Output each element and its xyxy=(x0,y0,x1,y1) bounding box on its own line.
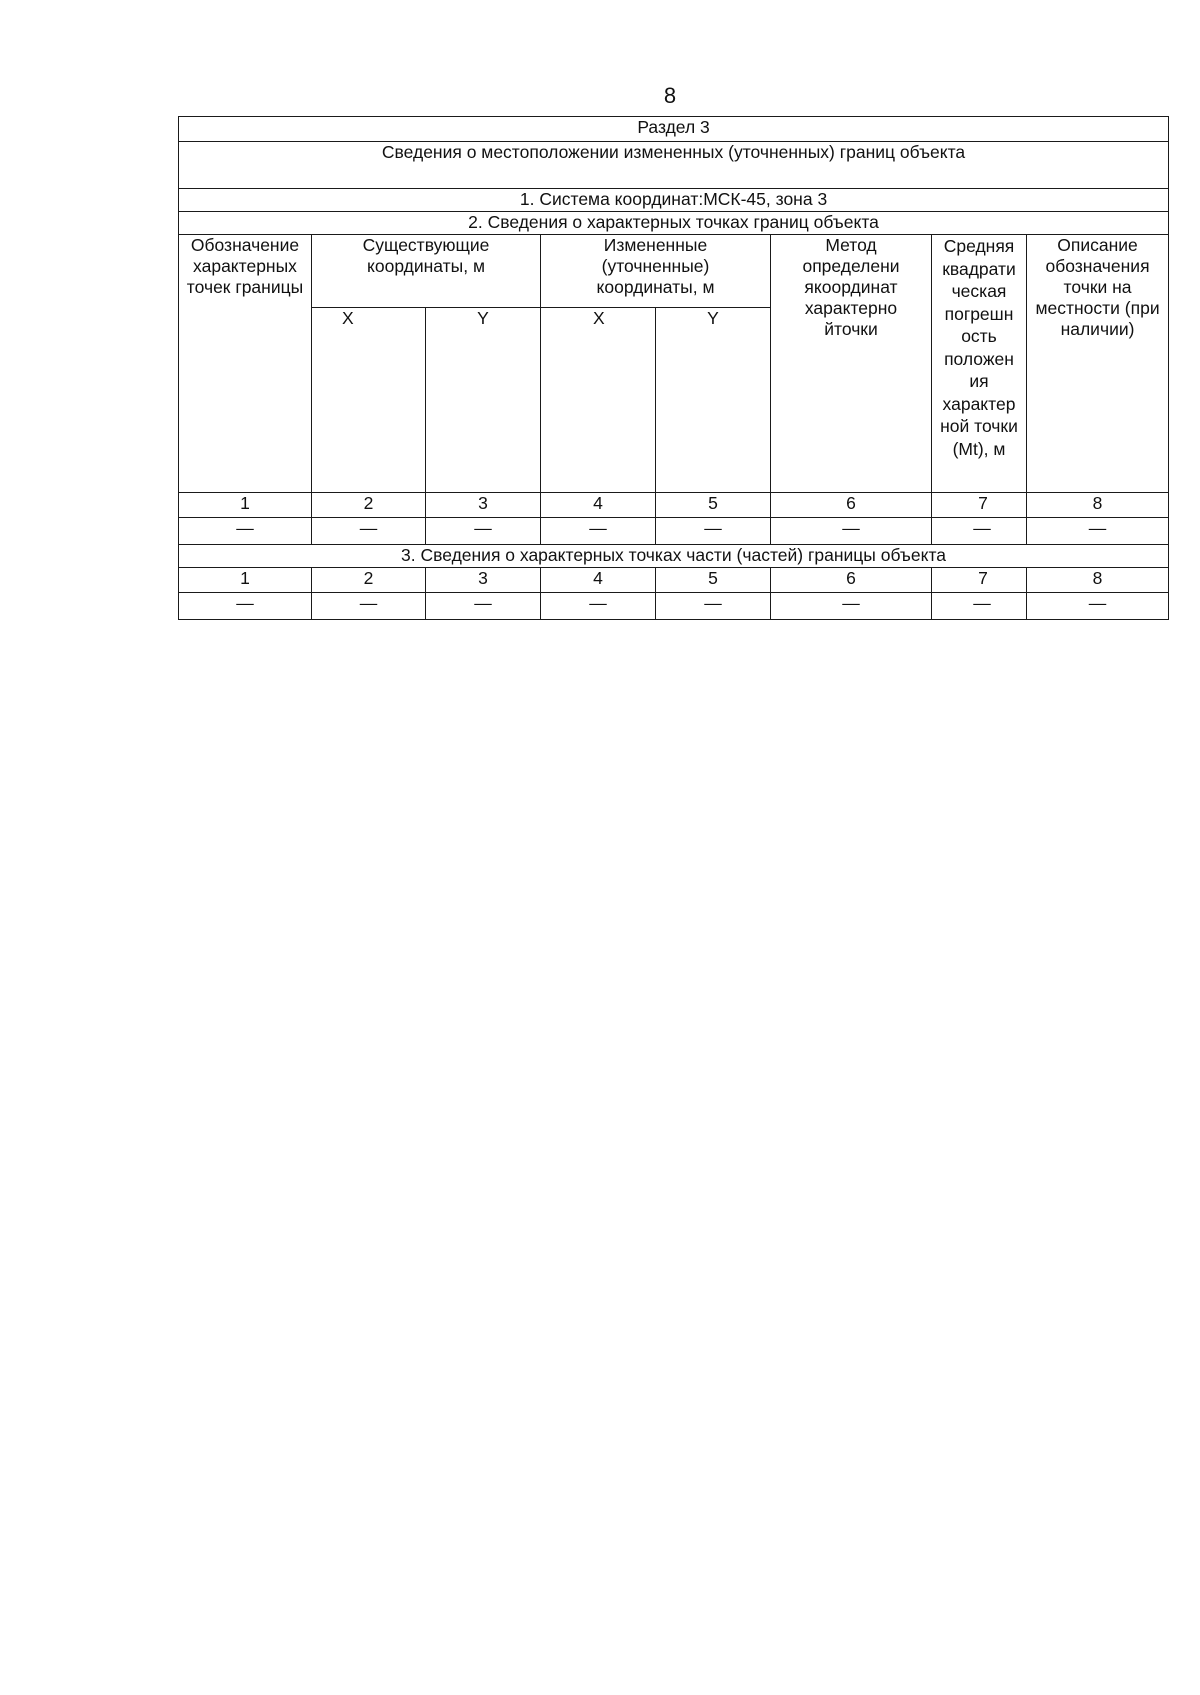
column-number: 4 xyxy=(541,568,656,593)
header-existing-y: Y xyxy=(426,308,541,493)
column-number: 1 xyxy=(179,493,312,518)
table-cell: — xyxy=(426,518,541,545)
header-changed-x: X xyxy=(541,308,656,493)
column-number: 3 xyxy=(426,568,541,593)
table-cell: — xyxy=(771,593,932,620)
header-description: Описание обозначения точки на местности (при наличии) xyxy=(1027,235,1169,493)
column-number: 7 xyxy=(932,568,1027,593)
header-changed-y: Y xyxy=(656,308,771,493)
table-cell: — xyxy=(312,593,426,620)
page-number: 8 xyxy=(663,83,677,108)
header-designation: Обозначение характерных точек границы xyxy=(179,235,312,493)
column-number: 2 xyxy=(312,493,426,518)
table-title: Сведения о местоположении измененных (уточненных) границ объекта xyxy=(179,142,1169,189)
table-cell: — xyxy=(656,518,771,545)
boundary-points-table xyxy=(178,116,1169,620)
column-number-row xyxy=(179,493,1169,518)
table-cell: — xyxy=(656,593,771,620)
table-cell: — xyxy=(1027,593,1169,620)
table-cell: — xyxy=(771,518,932,545)
part-heading: 3. Сведения о характерных точках части (частей) границы объекта xyxy=(179,545,1169,568)
table-cell: — xyxy=(932,593,1027,620)
header-error: Средняя квадрати ческая погрешн ость положен ия характер ной точки (Mt), м xyxy=(932,235,1027,493)
table-cell: — xyxy=(312,518,426,545)
column-number: 6 xyxy=(771,568,932,593)
column-number: 3 xyxy=(426,493,541,518)
table-row xyxy=(179,518,1169,545)
header-changed-coordinates: Измененные (уточненные) координаты, м xyxy=(541,235,771,308)
table-row xyxy=(179,593,1169,620)
column-number: 5 xyxy=(656,493,771,518)
table-cell: — xyxy=(179,593,312,620)
table-cell: — xyxy=(541,593,656,620)
header-existing-x: X xyxy=(312,308,426,493)
table-cell: — xyxy=(932,518,1027,545)
table-cell: — xyxy=(1027,518,1169,545)
table-cell: — xyxy=(541,518,656,545)
header-existing-coordinates: Существующие координаты, м xyxy=(312,235,541,308)
column-number-row xyxy=(179,568,1169,593)
column-number: 7 xyxy=(932,493,1027,518)
points-heading: 2. Сведения о характерных точках границ объекта xyxy=(179,212,1169,235)
header-method: Метод определени якоординат характерно йточки xyxy=(771,235,932,493)
section-title: Раздел 3 xyxy=(179,117,1169,142)
column-number: 4 xyxy=(541,493,656,518)
table-cell: — xyxy=(179,518,312,545)
coordinate-system: 1. Система координат:МСК-45, зона 3 xyxy=(179,189,1169,212)
table-cell: — xyxy=(426,593,541,620)
column-number: 1 xyxy=(179,568,312,593)
column-number: 6 xyxy=(771,493,932,518)
column-number: 8 xyxy=(1027,493,1169,518)
column-number: 2 xyxy=(312,568,426,593)
column-number: 5 xyxy=(656,568,771,593)
column-number: 8 xyxy=(1027,568,1169,593)
